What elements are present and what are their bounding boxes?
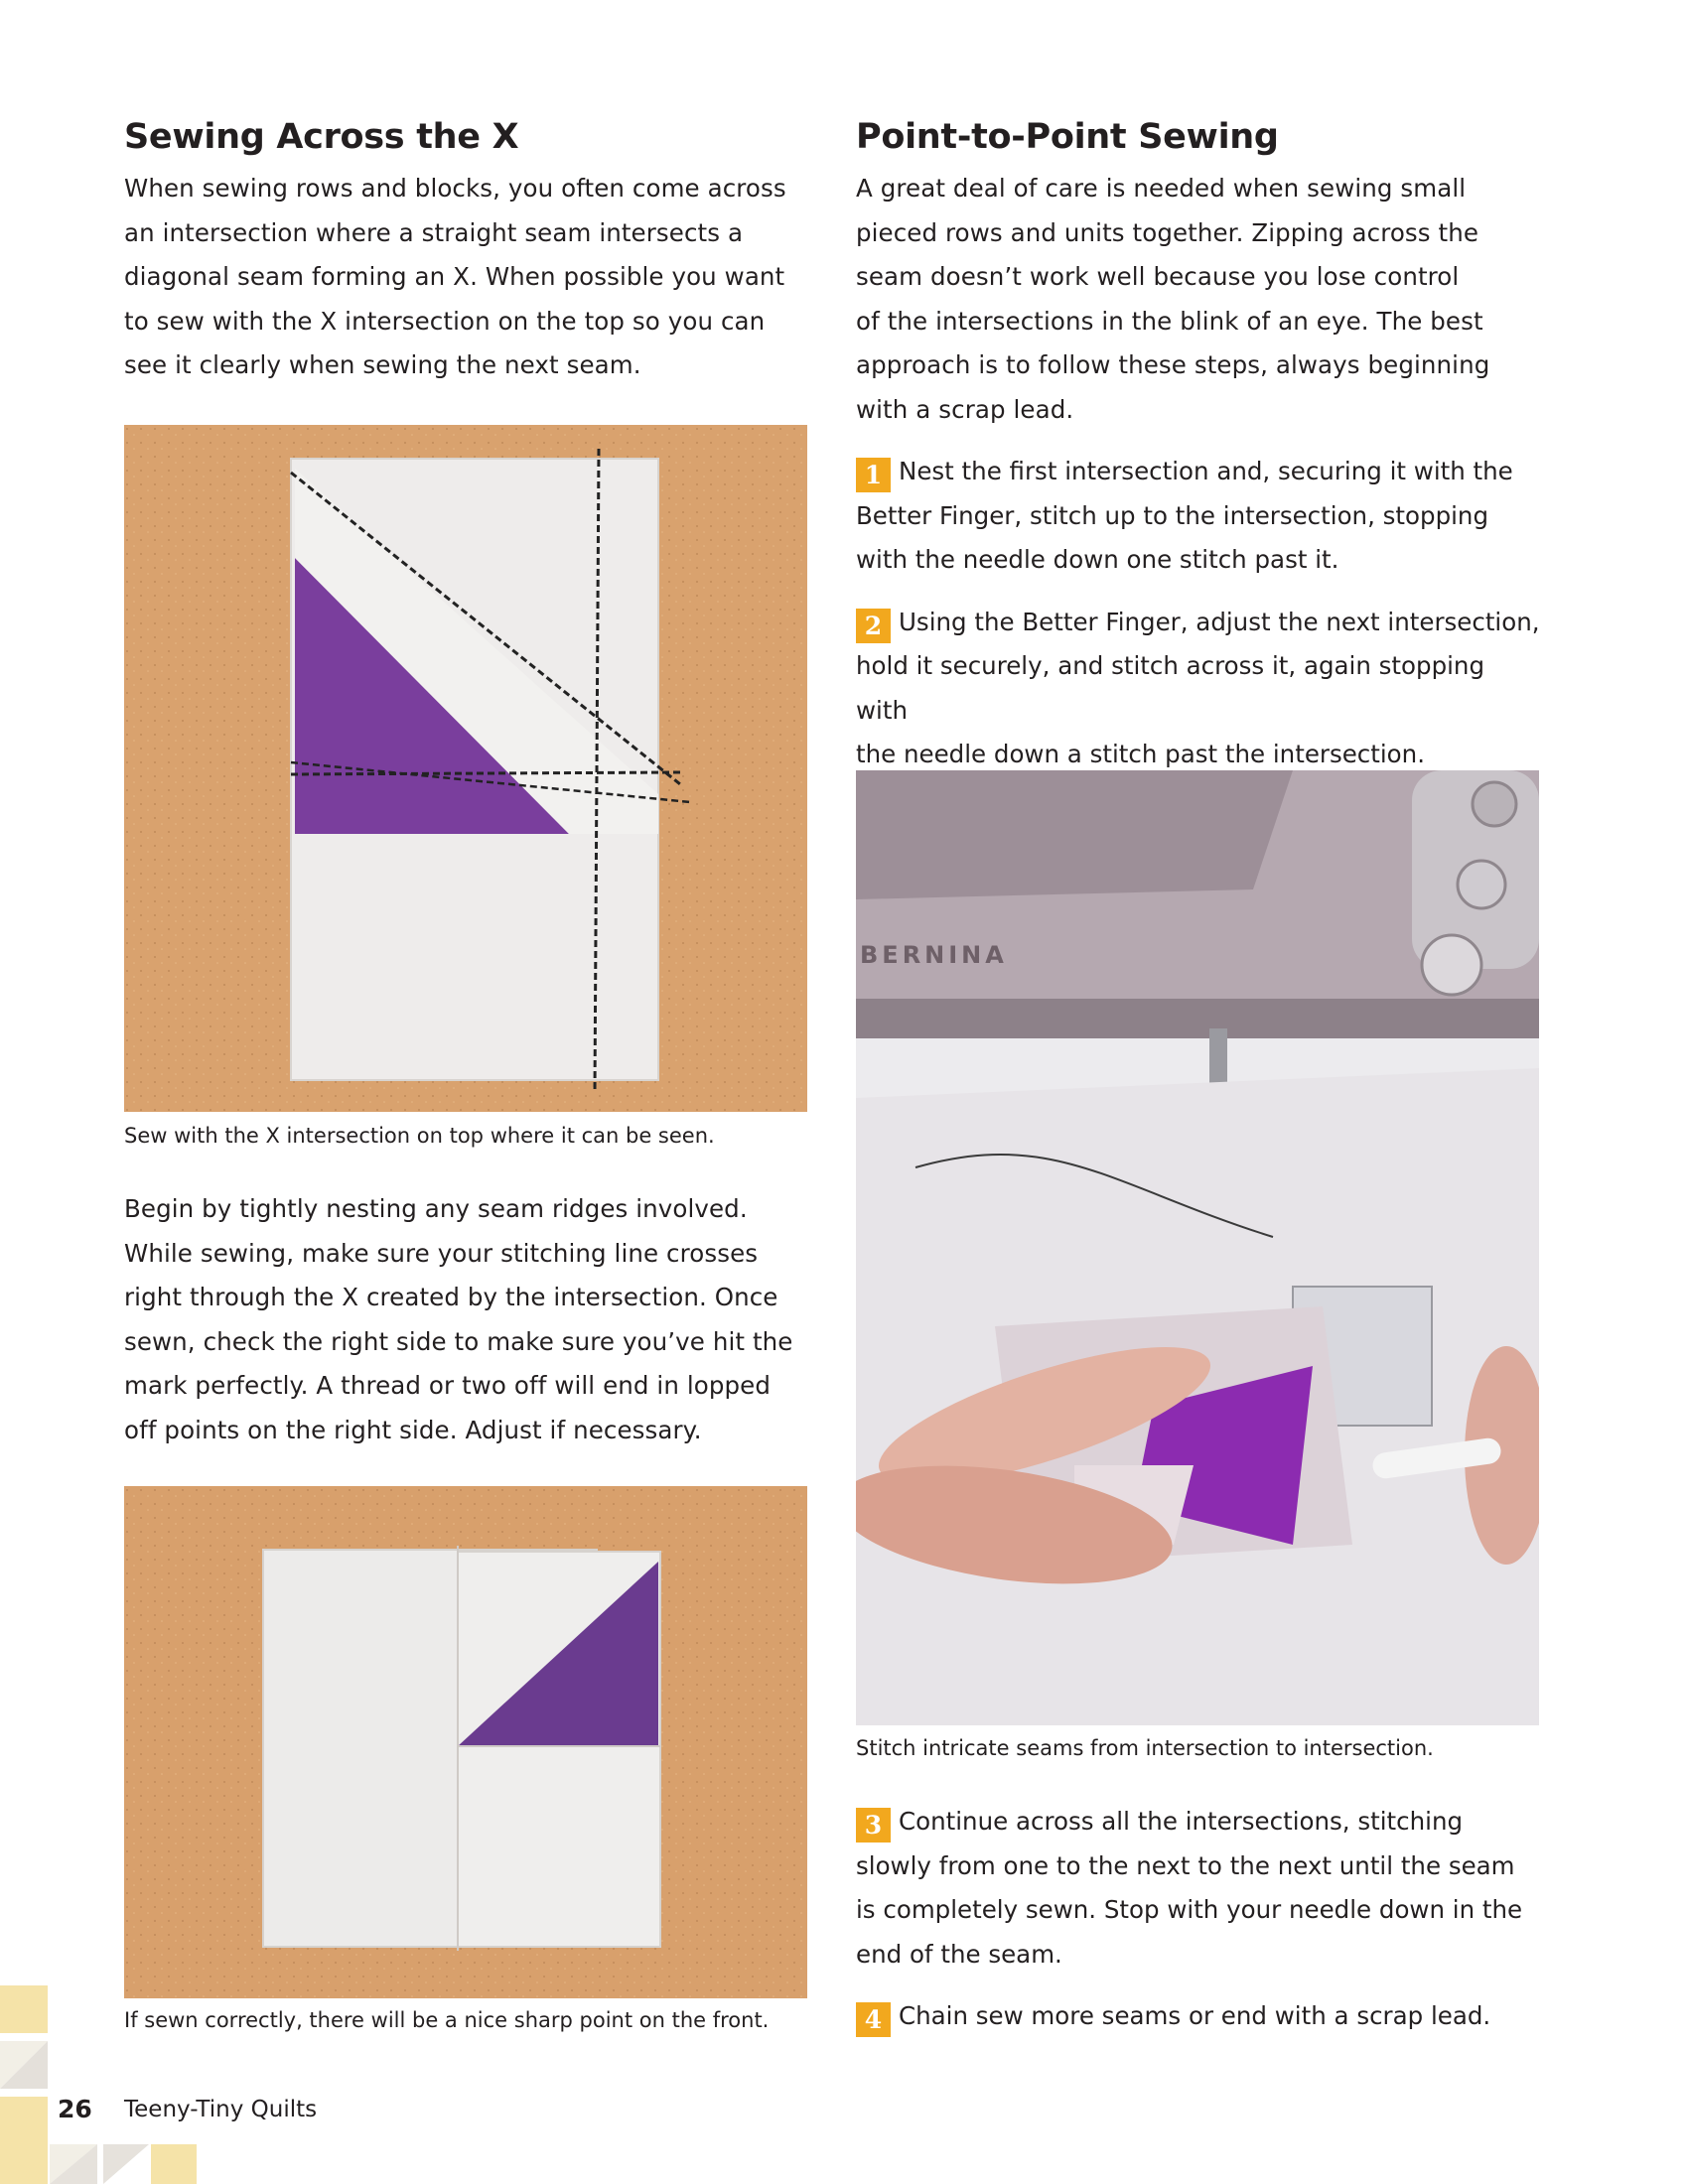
text-line: is completely sewn. Stop with your needle down in the [856, 1895, 1523, 1924]
page-number: 26 [58, 2095, 92, 2123]
block-illustration [124, 425, 807, 1112]
right-column [856, 117, 1541, 777]
photo-sewing-machine [856, 770, 1539, 1725]
text-line: the needle down a stitch past the intersection. [856, 740, 1425, 768]
text-line: Begin by tightly nesting any seam ridges involved. [124, 1194, 748, 1223]
sewing-machine-illustration [856, 770, 1539, 1725]
text-line: end of the seam. [856, 1939, 1062, 1969]
step-number-badge: 3 [856, 1808, 891, 1843]
text-line: While sewing, make sure your stitching line crosses [124, 1238, 759, 1268]
text-line: Using the Better Finger, adjust the next intersection, [899, 607, 1540, 636]
step-4 [856, 1994, 1551, 2039]
text-line: off points on the right side. Adjust if necessary. [124, 1415, 702, 1444]
book-title: Teeny-Tiny Quilts [124, 2097, 318, 2122]
text-line: diagonal seam forming an X. When possible you want [124, 262, 785, 291]
section-heading-sewing-across-x: Sewing Across the X [124, 117, 519, 157]
text-line: approach is to follow these steps, always beginning [856, 350, 1490, 379]
step-1 [856, 450, 1541, 583]
step-3 [856, 1800, 1551, 1977]
text-line: pieced rows and units together. Zipping across the [856, 217, 1479, 247]
photo-x-intersection [124, 425, 807, 1112]
intro-paragraph [124, 167, 809, 388]
text-line: sewn, check the right side to make sure you’ve hit the [124, 1326, 793, 1356]
text-line: an intersection where a straight seam intersects a [124, 217, 744, 247]
photo-sharp-point-caption: If sewn correctly, there will be a nice sharp point on the front. [124, 2008, 770, 2032]
point-intro-paragraph [856, 167, 1541, 432]
step-2 [856, 601, 1541, 777]
text-line: see it clearly when sewing the next seam. [124, 350, 641, 379]
step-number-badge: 1 [856, 458, 891, 492]
machine-brand-text: BERNINA [860, 941, 1008, 969]
step-number-badge: 2 [856, 609, 891, 643]
text-line: seam doesn’t work well because you lose control [856, 262, 1460, 291]
photo-x-caption: Sew with the X intersection on top where it can be seen. [124, 1124, 715, 1148]
photo-sharp-point [124, 1486, 807, 1998]
text-line: right through the X created by the intersection. Once [124, 1283, 778, 1311]
left-column [124, 117, 809, 388]
text-line: hold it securely, and stitch across it, again stopping with [856, 651, 1485, 725]
text-line: Better Finger, stitch up to the intersection, stopping [856, 500, 1489, 530]
nesting-paragraph [124, 1187, 819, 1452]
block-front-illustration [124, 1486, 807, 1998]
text-line: Nest the first intersection and, securing it with the [899, 457, 1513, 485]
text-line: When sewing rows and blocks, you often come across [124, 174, 786, 203]
text-line: Continue across all the intersections, stitching [899, 1807, 1464, 1836]
photo-machine-caption: Stitch intricate seams from intersection to intersection. [856, 1736, 1434, 1760]
text-line: of the intersections in the blink of an eye. The best [856, 306, 1483, 336]
text-line: Chain sew more seams or end with a scrap lead. [899, 2001, 1491, 2030]
step-number-badge: 4 [856, 2002, 891, 2037]
section-heading-point-to-point: Point-to-Point Sewing [856, 117, 1279, 157]
text-line: to sew with the X intersection on the top so you can [124, 306, 766, 336]
text-line: mark perfectly. A thread or two off will end in lopped [124, 1371, 771, 1400]
text-line: slowly from one to the next to the next until the seam [856, 1850, 1515, 1880]
footer-quilt-decoration [0, 1985, 218, 2184]
text-line: with a scrap lead. [856, 394, 1074, 424]
text-line: A great deal of care is needed when sewing small [856, 174, 1467, 203]
steps-continued [856, 1800, 1551, 2039]
text-line: with the needle down one stitch past it. [856, 545, 1339, 574]
